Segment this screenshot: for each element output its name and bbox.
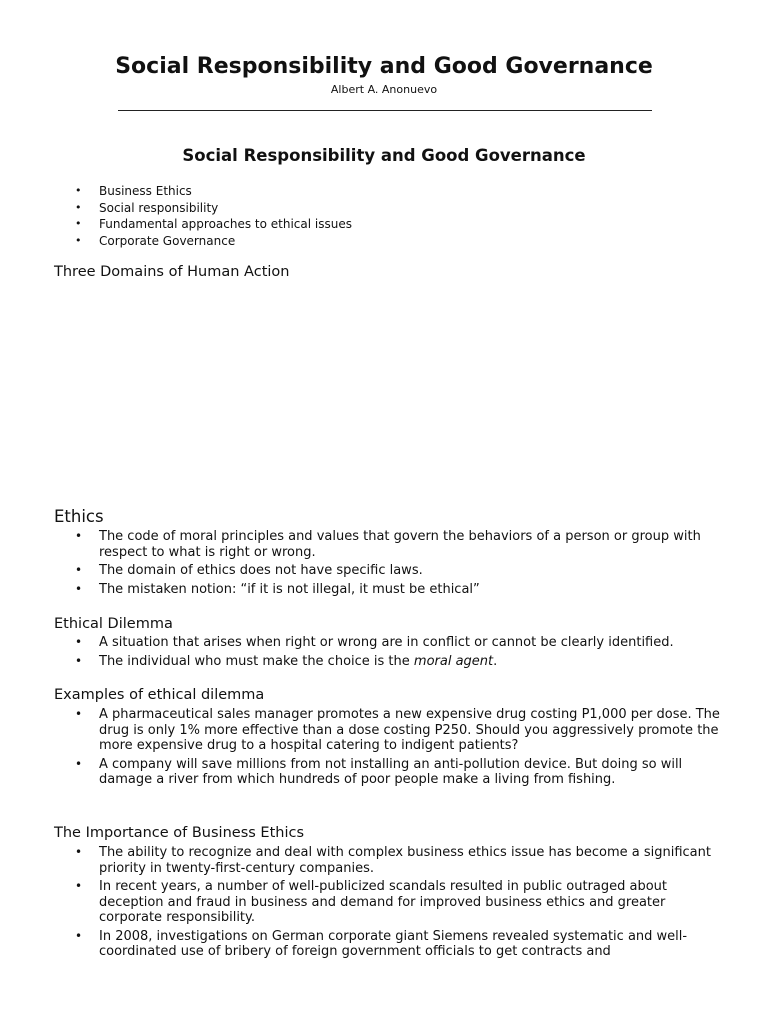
list-item: • The domain of ethics does not have specific laws. (54, 563, 724, 579)
list-item: • The code of moral principles and values that govern the behaviors of a person or group with respect to what is right or wrong. (54, 529, 724, 560)
item-text: . (493, 653, 498, 669)
list-item: • The ability to recognize and deal with complex business ethics issue has become a significant priority in twenty-first-century companies. (54, 845, 724, 876)
list-item (54, 654, 724, 670)
section-title: Social Responsibility and Good Governance (182, 146, 586, 165)
list-item: • Social responsibility (54, 200, 352, 217)
examples-heading: Examples of ethical dilemma (54, 687, 265, 703)
title-divider (118, 110, 652, 111)
ethical-dilemma-list (54, 635, 724, 672)
ethics-heading: Ethics (54, 507, 104, 526)
list-item: • In 2008, investigations on German corporate giant Siemens revealed systematic and well-coordinated use of bribery of foreign government officials to get contracts and (54, 929, 724, 960)
importance-heading: The Importance of Business Ethics (54, 825, 305, 841)
examples-list (54, 707, 724, 791)
list-item: • In recent years, a number of well-publicized scandals resulted in public outraged about deception and fraud in business and demand for improved business ethics and greater corporate responsibility. (54, 879, 724, 926)
list-item: • Business Ethics (54, 183, 352, 200)
emphasized-term: moral agent (413, 653, 494, 669)
list-item: • A company will save millions from not installing an anti-pollution device. But doing so will damage a river from which hundreds of poor people make a living from fishing. (54, 757, 724, 788)
ethical-dilemma-heading: Ethical Dilemma (54, 616, 173, 632)
list-item: • A pharmaceutical sales manager promotes a new expensive drug costing P1,000 per dose. The drug is only 1% more effective than a dose costing P250. Should you aggressively promote the more expensive drug to a hospital catering to indigent patients? (54, 707, 724, 754)
topics-list (54, 183, 352, 249)
list-item: • Fundamental approaches to ethical issues (54, 216, 352, 233)
list-item: • The mistaken notion: “if it is not illegal, it must be ethical” (54, 582, 724, 598)
importance-list (54, 845, 724, 963)
list-item: • Corporate Governance (54, 233, 352, 250)
list-item: • A situation that arises when right or wrong are in conflict or cannot be clearly identified. (54, 635, 724, 651)
ethics-list (54, 529, 724, 600)
domains-heading: Three Domains of Human Action (54, 264, 290, 280)
document-title: Social Responsibility and Good Governance (115, 54, 653, 79)
item-text: The individual who must make the choice is the (99, 653, 414, 669)
document-author: Albert A. Anonuevo (330, 83, 438, 96)
